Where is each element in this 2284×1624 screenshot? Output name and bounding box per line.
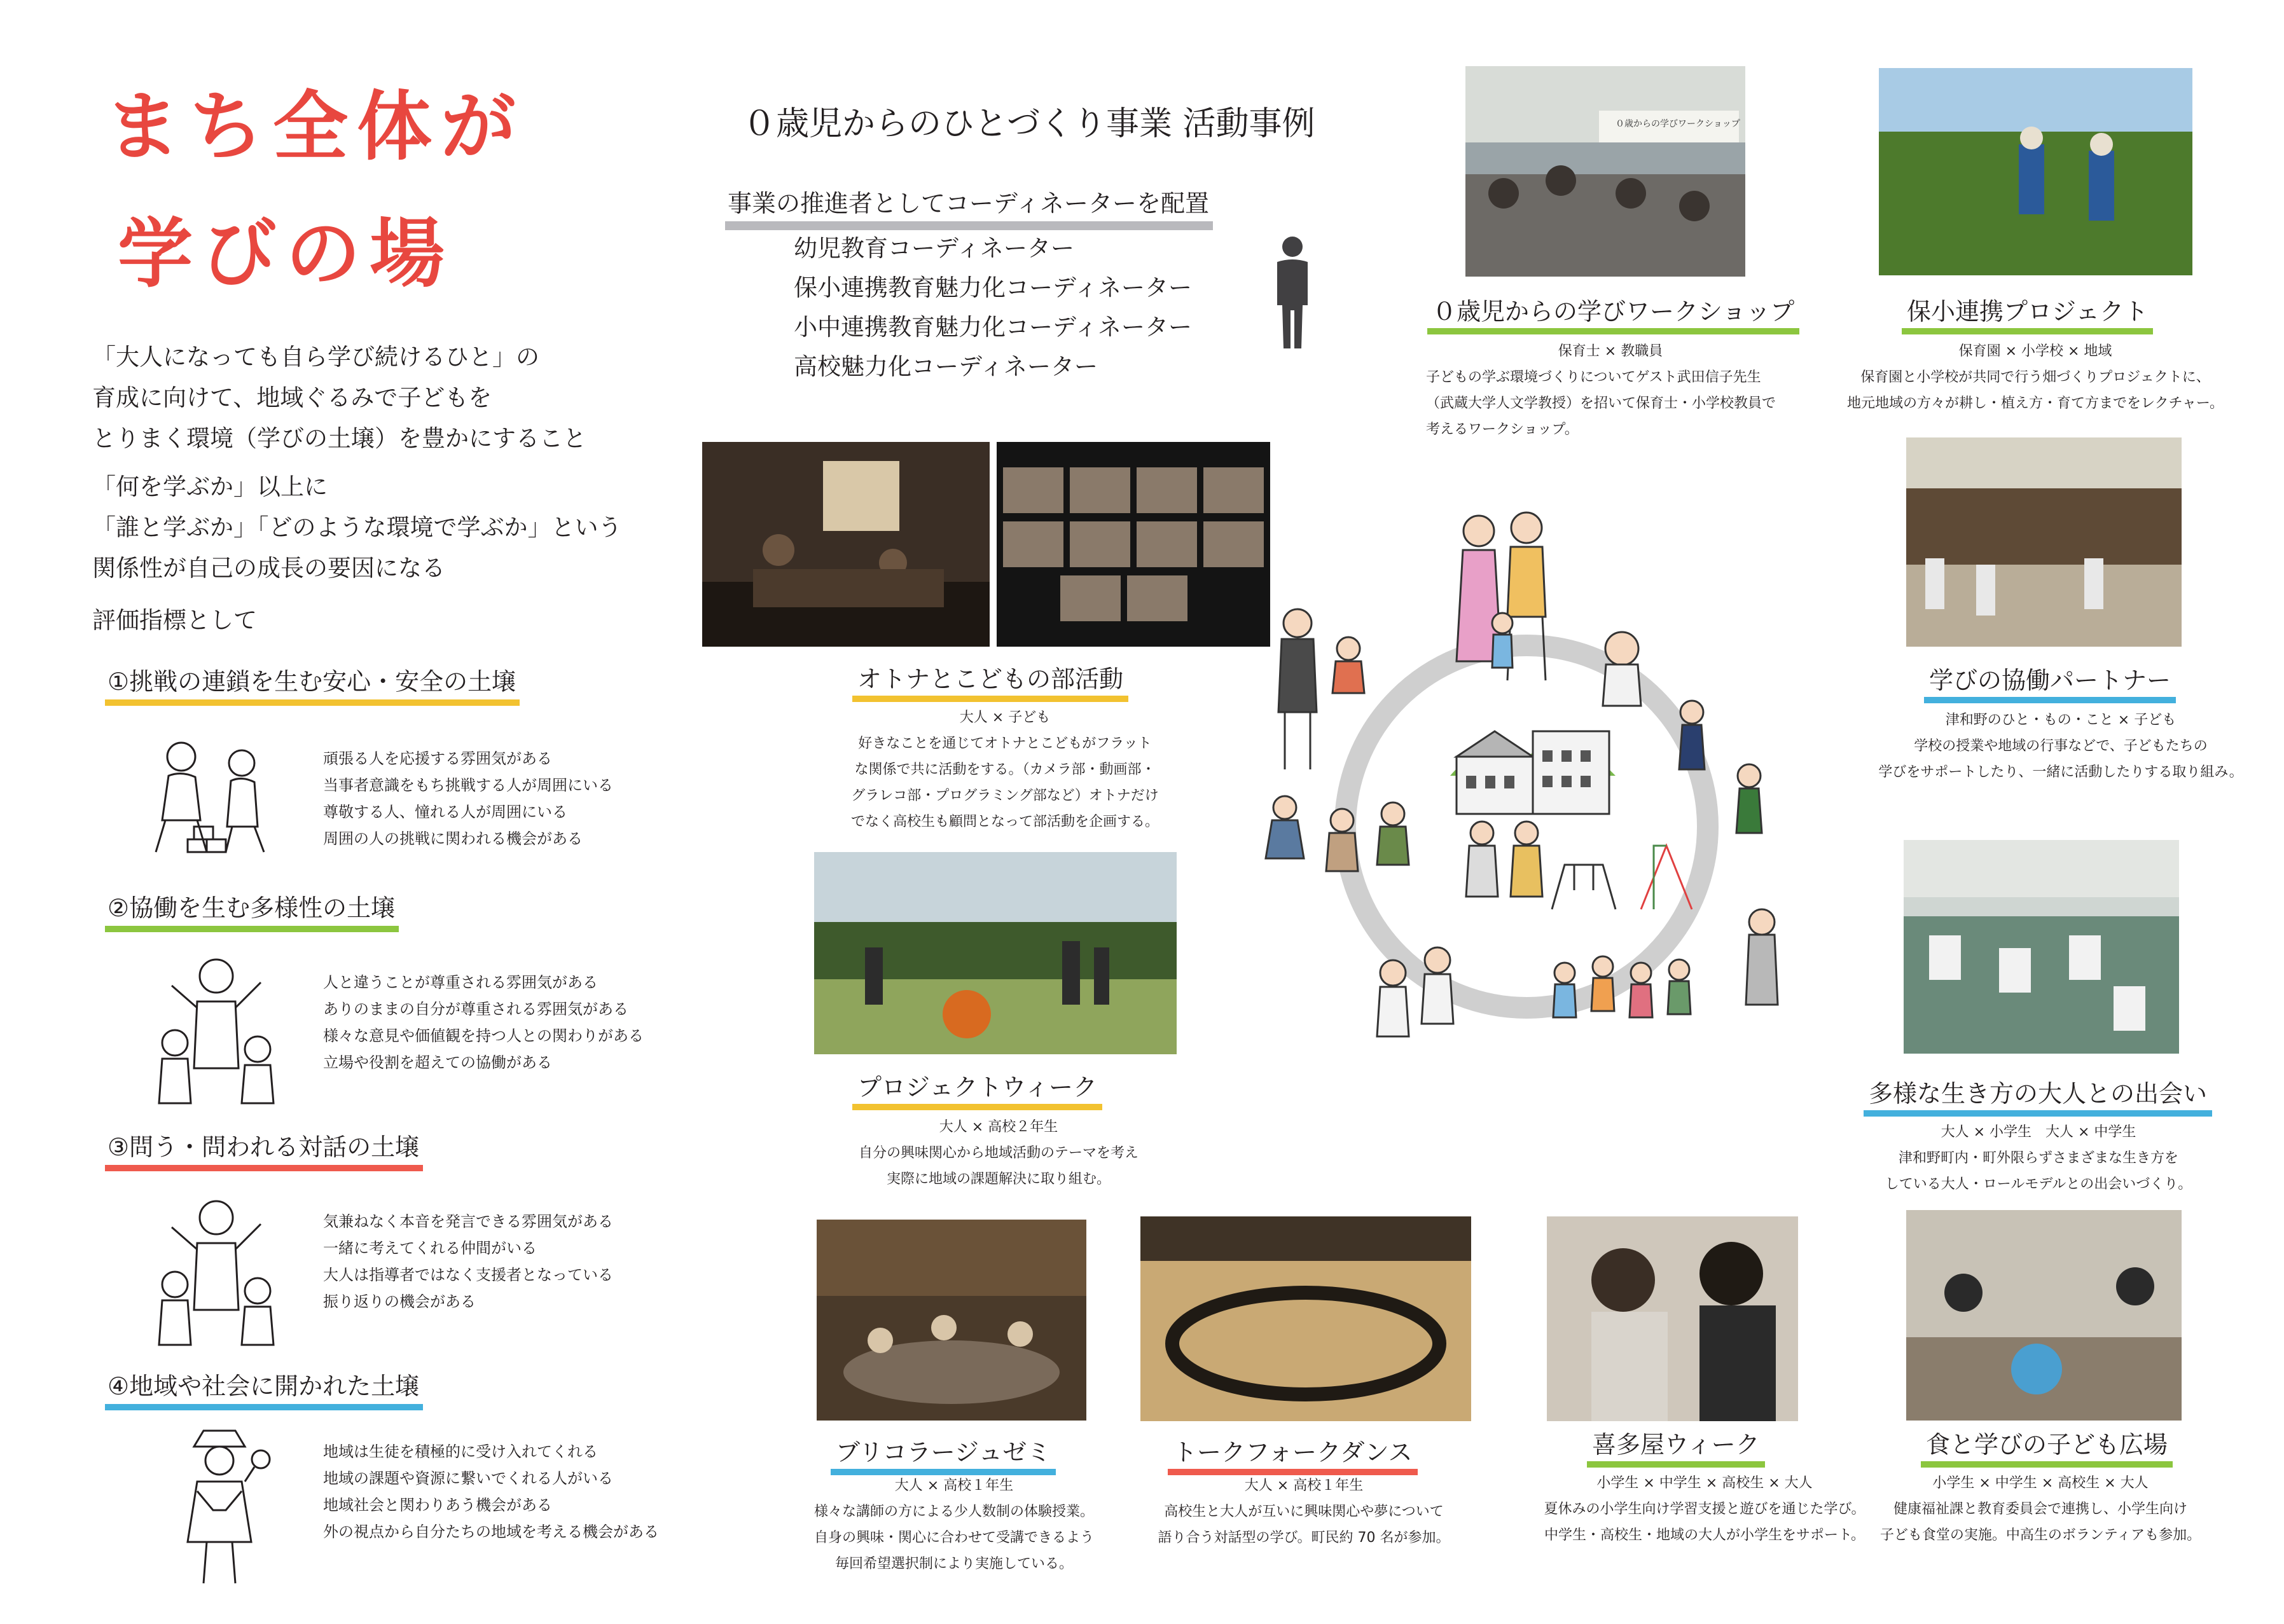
person-icon	[1273, 235, 1312, 350]
people-sketch-icon	[137, 731, 283, 858]
list-item: 気兼ねなく本音を発言できる雰囲気がある	[323, 1213, 613, 1230]
indicator-1-heading: ①挑戦の連鎖を生む安心・安全の土壌	[105, 669, 520, 706]
kitaya-week-photo	[1547, 1216, 1798, 1421]
caption-line: 津和野町内・町外限らずさまざまな生き方を	[1898, 1150, 2178, 1166]
caption-line: 自分の興味関心から地域活動のテーマを考え	[858, 1145, 1139, 1161]
indicator-4-heading: ④地域や社会に開かれた土壌	[105, 1373, 423, 1410]
partner-title: 学びの協働パートナー	[1924, 668, 2176, 703]
list-item: 外の視点から自分たちの地域を考える機会がある	[323, 1523, 659, 1541]
caption-sub: 津和野のひと・もの・こと × 子ども	[1945, 712, 2177, 728]
caption-line: 自身の興味・関心に合わせて受講できるよう	[813, 1530, 1094, 1546]
caption-sub: 小学生 × 中学生 × 高校生 × 大人	[1932, 1475, 2149, 1491]
elderly-figure-icon	[1746, 909, 1778, 1005]
hosho-title: 保小連携プロジェクト	[1902, 299, 2153, 334]
caption-line: 学びをサポートしたり、一緒に活動したりする取り組み。	[1878, 764, 2243, 780]
hosho-caption	[1832, 338, 2239, 416]
partner-photo	[1906, 437, 2182, 647]
indicator-2-heading: ②協働を生む多様性の土壌	[105, 895, 399, 932]
indicator-2-list	[323, 969, 644, 1076]
caption-line: 地元地域の方々が耕し・植え方・育て方までをレクチャー。	[1846, 396, 2224, 411]
caption-line: 子どもの学ぶ環境づくりについてゲスト武田信子先生	[1426, 369, 1761, 385]
list-item: 保小連携教育魅力化コーディネーター	[794, 274, 1193, 301]
club-activity-photo	[702, 442, 990, 647]
list-item: 地域社会と関わりあう機会がある	[323, 1496, 552, 1514]
detective-sketch-icon	[162, 1421, 277, 1590]
caption-line: 中学生・高校生・地域の大人が小学生をサポート。	[1544, 1527, 1865, 1543]
caption-line: 様々な講師の方による少人数制の体験授業。	[813, 1504, 1094, 1520]
tayou-title: 多様な生き方の大人との出会い	[1864, 1081, 2212, 1117]
caption-line: 健康福祉課と教育委員会で連携し、小学生向け	[1893, 1501, 2187, 1517]
caption-line: でなく高校生も顧問となって部活動を企画する。	[850, 814, 1159, 830]
caption-line: 毎回希望選択制により実施している。	[834, 1556, 1073, 1572]
workshop-photo	[1465, 66, 1745, 277]
caption-line: 高校生と大人が互いに興味関心や夢について	[1164, 1504, 1444, 1520]
talk-folk-dance-photo	[1140, 1216, 1471, 1421]
caption-sub: 小学生 × 中学生 × 高校生 × 大人	[1596, 1475, 1813, 1491]
project-week-photo	[814, 852, 1177, 1054]
list-item: 当事者意識をもち挑戦する人が周囲にいる	[323, 776, 613, 794]
online-meeting-photo	[997, 442, 1270, 647]
bricolage-title: ブリコラージュゼミ	[831, 1440, 1056, 1475]
meeting-adults-photo	[1904, 840, 2179, 1054]
bricolage-caption	[789, 1473, 1119, 1577]
adult-figure-icon	[1278, 609, 1364, 769]
intro-text	[92, 337, 622, 641]
food-plaza-photo	[1906, 1210, 2182, 1421]
indicator-3-list	[323, 1208, 613, 1315]
caption-sub: 大人 × 子ども	[959, 710, 1051, 726]
list-item: 人と違うことが尊重される雰囲気がある	[323, 974, 598, 991]
adult-figure-icon	[1466, 822, 1542, 897]
kitaya-title: 喜多屋ウィーク	[1587, 1432, 1765, 1468]
caption-line: 考えるワークショップ。	[1426, 422, 1579, 437]
intro-line: 「何を学ぶか」以上に	[92, 473, 328, 500]
otona-title: オトナとこどもの部活動	[852, 666, 1128, 702]
caption-line: 実際に地域の課題解決に取り組む。	[886, 1171, 1111, 1187]
caption-line: 子ども食堂の実施。中高生のボランティアも参加。	[1879, 1527, 2201, 1543]
caption-sub: 大人 × 小学生 大人 × 中学生	[1941, 1124, 2136, 1140]
intro-line: 関係性が自己の成長の要因になる	[92, 554, 445, 582]
baby-figure-icon	[1603, 632, 1641, 706]
list-item: 一緒に考えてくれる仲間がいる	[323, 1239, 537, 1257]
list-item: 地域の課題や資源に繋いでくれる人がいる	[323, 1469, 613, 1487]
workshop-title: ０歳児からの学びワークショップ	[1427, 299, 1799, 334]
food-caption	[1875, 1470, 2206, 1548]
food-title: 食と学びの子ども広場	[1921, 1432, 2173, 1468]
project-caption	[827, 1114, 1170, 1192]
intro-line: 「大人になっても自ら学び続けるひと」の	[92, 343, 539, 371]
caption-line: 夏休みの小学生向け学習支援と遊びを通じた学び。	[1544, 1501, 1865, 1517]
project-title: プロジェクトウィーク	[852, 1075, 1102, 1110]
student-figure-icon	[1679, 701, 1762, 833]
playground-icon	[1552, 846, 1692, 909]
talk-title: トークフォークダンス	[1168, 1440, 1418, 1475]
talk-caption	[1139, 1473, 1469, 1551]
caption-sub: 大人 × 高校１年生	[1244, 1478, 1364, 1494]
list-item: 頑張る人を応援する雰囲気がある	[323, 750, 552, 767]
intro-line: とりまく環境（学びの土壌）を豊かにすること	[92, 425, 586, 452]
list-item: 地域は生徒を積極的に受け入れてくれる	[323, 1443, 598, 1461]
list-item: 高校魅力化コーディネーター	[794, 353, 1098, 380]
indicator-3-heading: ③問う・問われる対話の土壌	[105, 1134, 423, 1171]
list-item: 様々な意見や価値観を持つ人との関わりがある	[323, 1027, 644, 1045]
caption-line: 学校の授業や地域の行事などで、子どもたちの	[1914, 738, 2208, 754]
caption-line: グラレコ部・プログラミング部など）オトナだけ	[851, 788, 1159, 804]
school-building-icon	[1450, 731, 1616, 814]
title-line-2: 学びの場	[118, 210, 454, 298]
dialogue-sketch-icon	[143, 947, 283, 1106]
caption-line: な関係で共に活動をする。（カメラ部・動画部・	[854, 762, 1156, 778]
caption-sub: 保育士 × 教職員	[1558, 343, 1663, 359]
list-item: 小中連携教育魅力化コーディネーター	[794, 313, 1193, 341]
list-item: 周囲の人の挑戦に関われる機会がある	[323, 830, 583, 848]
partner-caption	[1864, 707, 2258, 785]
intro-line: 「誰と学ぶか」「どのような環境で学ぶか」という	[92, 514, 622, 541]
eval-label: 評価指標として	[92, 607, 257, 634]
workshop-banner: ０歳からの学びワークショップ	[1616, 119, 1740, 129]
list-item: 大人は指導者ではなく支援者となっている	[323, 1266, 613, 1284]
kitaya-caption	[1539, 1470, 1870, 1548]
list-item: 立場や役割を超えての協働がある	[323, 1054, 552, 1071]
intro-line: 育成に向けて、地域ぐるみで子どもを	[92, 384, 492, 411]
caption-line: （武蔵大学人文学教授）を招いて保育士・小学校教員で	[1426, 396, 1776, 411]
list-item: 振り返りの機会がある	[323, 1293, 476, 1311]
main-heading: ０歳児からのひとづくり事業 活動事例	[743, 105, 1315, 143]
caption-line: 保育園と小学校が共同で行う畑づくりプロジェクトに、	[1860, 369, 2210, 385]
otona-caption	[824, 705, 1186, 835]
indicator-4-list	[323, 1438, 659, 1545]
caption-sub: 保育園 × 小学校 × 地域	[1958, 343, 2112, 359]
title-line-1: まち全体が	[105, 83, 525, 170]
caption-sub: 大人 × 高校２年生	[939, 1119, 1058, 1135]
caption-line: 語り合う対話型の学び。町民約 70 名が参加。	[1158, 1530, 1450, 1546]
coordinator-heading: 事業の推進者としてコーディネーターを配置	[725, 191, 1213, 230]
list-item: 尊敬する人、憧れる人が周囲にいる	[323, 803, 567, 821]
caption-sub: 大人 × 高校１年生	[894, 1478, 1014, 1494]
list-item: ありのままの自分が尊重される雰囲気がある	[323, 1000, 628, 1018]
workshop-caption	[1413, 338, 1808, 443]
list-item: 幼児教育コーディネーター	[794, 235, 1075, 262]
dialogue-sketch-icon	[143, 1189, 283, 1348]
caption-line: 好きなことを通じてオトナとこどもがフラット	[858, 736, 1152, 752]
coordinator-list	[794, 229, 1192, 387]
indicator-1-list	[323, 745, 613, 852]
field-project-photo	[1879, 68, 2192, 275]
town-community-illustration	[1247, 502, 1806, 1075]
bricolage-photo	[817, 1220, 1086, 1421]
tayou-caption	[1864, 1119, 2213, 1197]
caption-line: している大人・ロールモデルとの出会いづくり。	[1885, 1176, 2192, 1192]
